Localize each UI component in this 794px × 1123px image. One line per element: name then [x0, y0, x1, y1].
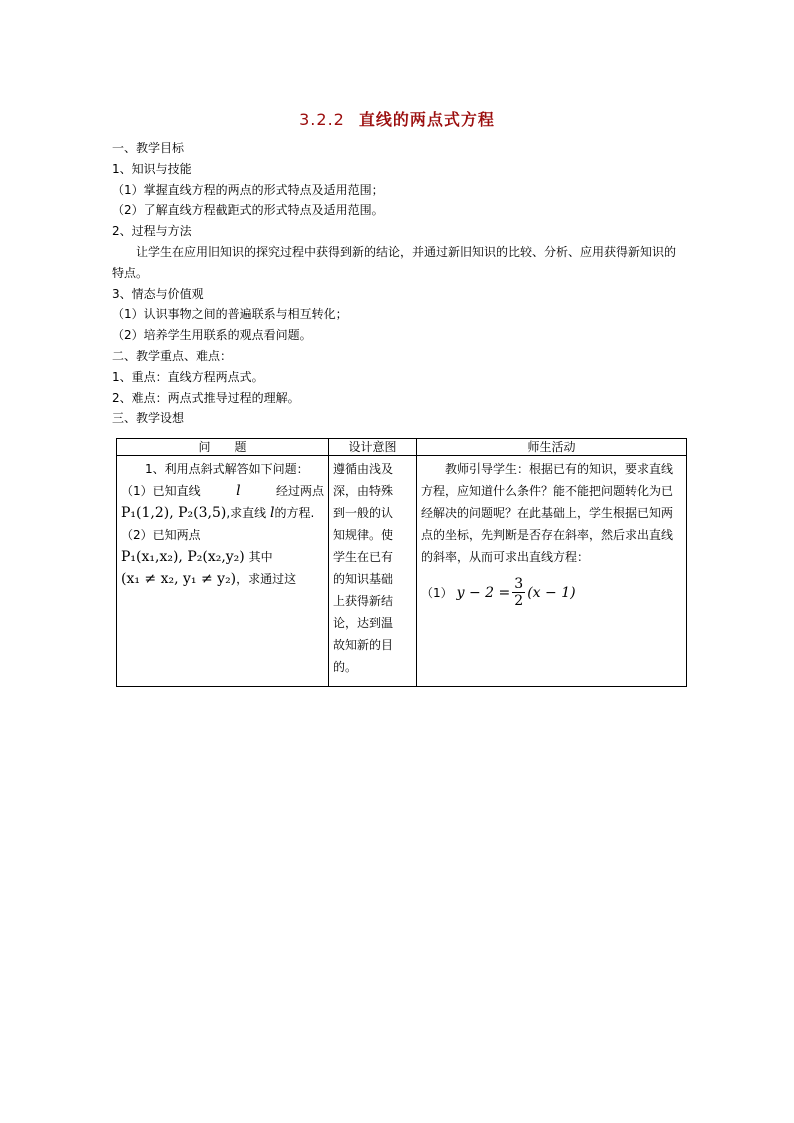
intent-line: 遵循由浅及 — [333, 462, 394, 476]
key-points-heading: 二、教学重点、难点： — [112, 348, 233, 363]
lesson-plan-table — [116, 438, 687, 687]
knowledge-heading: 1、知识与技能 — [112, 161, 192, 176]
p1-end: 的方程. — [274, 506, 315, 520]
page-title — [0, 107, 794, 130]
header-problem: 问 题 — [117, 439, 329, 456]
title-text: 直线的两点式方程 — [358, 110, 495, 129]
intent-line: 的。 — [333, 660, 358, 674]
table-row — [117, 456, 687, 687]
intent-line: 的知识基础 — [333, 572, 394, 586]
difficulty-point: 2、难点：两点式推导过程的理解。 — [112, 390, 300, 405]
problem-intro: 1、利用点斜式解答如下问题： — [145, 462, 309, 476]
document-body — [112, 138, 686, 429]
equation-right: (x − 1) — [527, 584, 576, 601]
equation-label: （1） — [421, 586, 453, 600]
p2-prefix: （2）已知两点 — [121, 528, 201, 542]
header-activity: 师生活动 — [417, 439, 687, 456]
process-heading: 2、过程与方法 — [112, 224, 192, 239]
p2-end: ，求通过这 — [236, 572, 297, 586]
p1-suffix: ,求直线 — [226, 506, 267, 520]
fraction-denominator: 2 — [514, 593, 524, 609]
knowledge-item: （1）掌握直线方程的两点的形式特点及适用范围； — [112, 182, 384, 197]
focus-point: 1、重点：直线方程两点式。 — [112, 369, 264, 384]
attitude-item: （1）认识事物之间的普遍联系与相互转化； — [112, 307, 348, 322]
p2-points: P₁(x₁,x₂), P₂(x₂,y₂) — [121, 549, 245, 565]
attitude-heading: 3、情态与价值观 — [112, 286, 204, 301]
activity-text: 教师引导学生：根据已有的知识，要求直线方程，应知道什么条件？能不能把问题转化为已经解决的问题呢？在此基础上，学生根据已知两点的坐标，先判断是否存在斜率，然后求出直线的斜率，从而可求出直线方程： — [421, 462, 674, 564]
intent-line: 知规律。使 — [333, 528, 394, 542]
problem-2-line — [121, 524, 324, 546]
problem-cell — [117, 456, 329, 687]
p2-mid: 其中 — [248, 550, 273, 564]
line-var: l — [236, 483, 241, 499]
design-heading: 三、教学设想 — [112, 411, 185, 426]
intent-line: 上获得新结 — [333, 594, 394, 608]
p1-prefix: （1）已知直线 — [121, 484, 201, 498]
equation-fraction — [512, 576, 525, 609]
intent-line: 学生在已有 — [333, 550, 394, 564]
table-header-row — [117, 439, 687, 456]
intent-cell — [329, 456, 417, 687]
problem-1-line — [121, 480, 324, 502]
activity-cell — [417, 456, 687, 687]
attitude-item: （2）培养学生用联系的观点看问题。 — [112, 328, 312, 343]
intent-line: 故知新的目 — [333, 638, 394, 652]
intent-line: 到一般的认 — [333, 506, 394, 520]
objectives-heading: 一、教学目标 — [112, 141, 185, 155]
problem-1-points-line — [121, 502, 324, 524]
p1-mid: 经过两点 — [275, 484, 324, 498]
header-intent: 设计意图 — [329, 439, 417, 456]
section-number: 3.2.2 — [299, 110, 345, 129]
p1-points: P₁(1,2), P₂(3,5) — [121, 505, 227, 521]
problem-2-cond-line — [121, 568, 324, 590]
fraction-numerator: 3 — [514, 576, 524, 592]
intent-line: 论，达到温 — [333, 616, 394, 630]
equation-left: y − 2 = — [456, 584, 511, 601]
intent-line: 深，由特殊 — [333, 484, 394, 498]
problem-2-points-line — [121, 546, 324, 568]
process-text: 让学生在应用旧知识的探究过程中获得到新的结论，并通过新旧知识的比较、分析、应用获得新知识的特点。 — [112, 244, 677, 280]
p2-cond: (x₁ ≠ x₂, y₁ ≠ y₂) — [121, 571, 237, 587]
equation-1 — [421, 576, 682, 609]
line-var: l — [270, 505, 275, 521]
knowledge-item: （2）了解直线方程截距式的形式特点及适用范围。 — [112, 203, 384, 218]
